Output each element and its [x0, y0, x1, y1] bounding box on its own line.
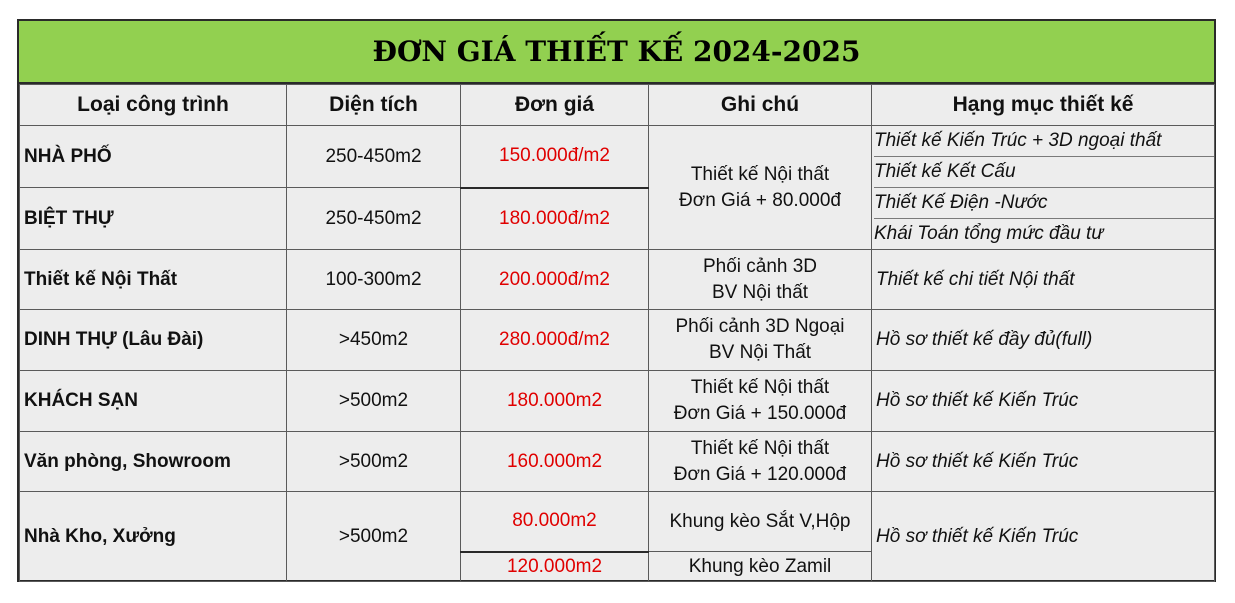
row-type-van-phong: Văn phòng, Showroom	[20, 432, 287, 492]
row-price-van-phong: 160.000m2	[461, 432, 649, 492]
row-scope-van-phong: Hồ sơ thiết kế Kiến Trúc	[872, 432, 1215, 492]
note-line: Phối cảnh 3D Ngoại	[675, 316, 845, 337]
row-note-noi-that	[649, 250, 872, 310]
price-table	[19, 84, 1215, 582]
price-table-frame	[17, 19, 1216, 582]
row-price-nha-kho-1: 80.000m2	[461, 492, 649, 552]
header-note: Ghi chú	[649, 85, 872, 126]
row-type-biet-thu: BIỆT THỰ	[20, 188, 287, 250]
row-note-nha-kho-1: Khung kèo Sắt V,Hộp	[649, 492, 872, 552]
table-row	[20, 310, 1215, 371]
header-scope: Hạng mục thiết kế	[872, 85, 1215, 126]
row-price-nha-kho-2: 120.000m2	[461, 552, 649, 582]
header-row	[20, 85, 1215, 126]
note-line: Phối cảnh 3D	[702, 255, 818, 277]
note-line: Thiết kế Nội thất	[690, 377, 830, 398]
house-note-line1: Thiết kế Nội thất	[690, 163, 830, 185]
row-area-biet-thu: 250-450m2	[287, 188, 461, 250]
table-row	[20, 371, 1215, 432]
row-area-khach-san: >500m2	[287, 371, 461, 432]
scope-item: Thiết kế Kết Cấu	[874, 157, 1214, 188]
scope-item: Thiết kế Kiến Trúc + 3D ngoại thất	[874, 126, 1214, 157]
scope-item: Thiết Kế Điện -Nước	[874, 188, 1214, 219]
row-type-nha-kho: Nhà Kho, Xưởng	[20, 492, 287, 582]
note-line: Thiết kế Nội thất	[690, 437, 830, 459]
row-area-van-phong: >500m2	[287, 432, 461, 492]
note-line: BV Nội thất	[711, 281, 809, 303]
row-scope-noi-that: Thiết kế chi tiết Nội thất	[872, 250, 1215, 310]
house-scope-cell	[872, 126, 1215, 250]
table-row	[20, 250, 1215, 310]
row-note-dinh-thu	[649, 310, 872, 371]
row-type-dinh-thu: DINH THỰ (Lâu Đài)	[20, 310, 287, 371]
row-area-nha-pho: 250-450m2	[287, 126, 461, 188]
row-area-nha-kho: >500m2	[287, 492, 461, 582]
note-line: Đơn Giá + 150.000đ	[673, 403, 847, 424]
row-area-noi-that: 100-300m2	[287, 250, 461, 310]
row-type-khach-san: KHÁCH SẠN	[20, 371, 287, 432]
header-area: Diện tích	[287, 85, 461, 126]
row-price-biet-thu: 180.000đ/m2	[461, 188, 649, 250]
row-price-khach-san: 180.000m2	[461, 371, 649, 432]
house-note-cell	[649, 126, 872, 250]
row-price-dinh-thu: 280.000đ/m2	[461, 310, 649, 371]
row-scope-nha-kho: Hồ sơ thiết kế Kiến Trúc	[872, 492, 1215, 582]
table-row	[20, 432, 1215, 492]
row-price-noi-that: 200.000đ/m2	[461, 250, 649, 310]
row-note-nha-kho-2: Khung kèo Zamil	[649, 552, 872, 582]
note-line: Đơn Giá + 120.000đ	[673, 463, 847, 485]
scope-item: Khái Toán tổng mức đầu tư	[874, 223, 1104, 244]
house-note-line2: Đơn Giá + 80.000đ	[679, 189, 841, 211]
row-type-nha-pho: NHÀ PHỐ	[20, 126, 287, 188]
row-scope-dinh-thu: Hồ sơ thiết kế đầy đủ(full)	[872, 310, 1215, 371]
row-price-nha-pho: 150.000đ/m2	[461, 126, 649, 188]
note-line: BV Nội Thất	[708, 342, 812, 363]
table-title: ĐƠN GIÁ THIẾT KẾ 2024-2025	[19, 21, 1214, 84]
row-area-dinh-thu: >450m2	[287, 310, 461, 371]
table-row	[20, 126, 1215, 188]
house-scope-list	[874, 126, 1214, 249]
table-row	[20, 492, 1215, 552]
header-type: Loại công trình	[20, 85, 287, 126]
row-note-khach-san	[649, 371, 872, 432]
header-price: Đơn giá	[461, 85, 649, 126]
row-scope-khach-san: Hồ sơ thiết kế Kiến Trúc	[872, 371, 1215, 432]
row-note-van-phong	[649, 432, 872, 492]
row-type-noi-that: Thiết kế Nội Thất	[20, 250, 287, 310]
